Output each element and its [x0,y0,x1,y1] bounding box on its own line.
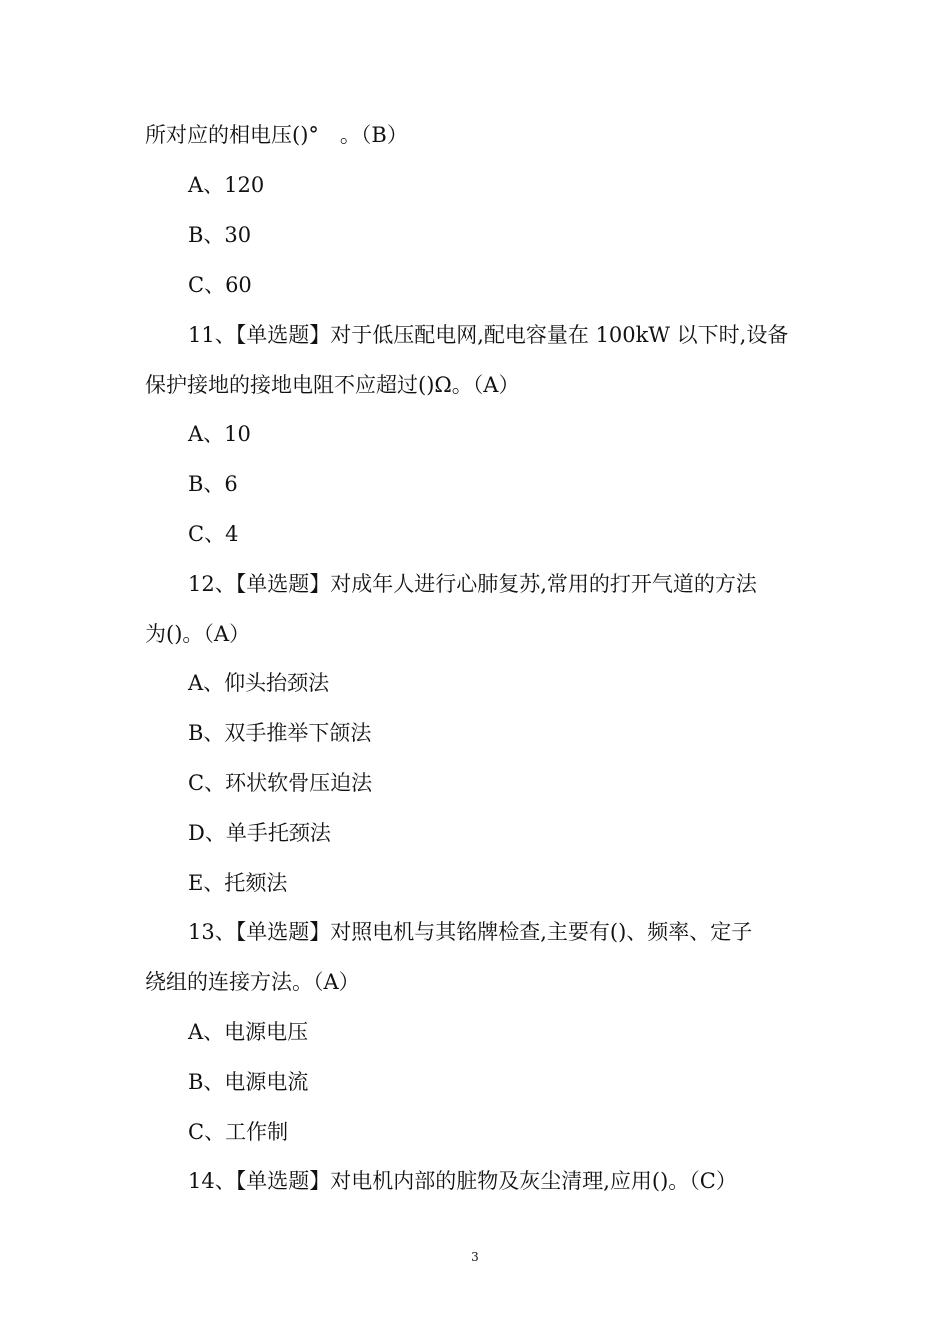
option-line: B、双手推举下颌法 [188,721,372,745]
question-line: 14、【单选题】对电机内部的脏物及灰尘清理,应用()。（C） [188,1169,737,1193]
option-line: D、单手托颈法 [188,821,331,845]
option-line: C、工作制 [188,1120,289,1144]
option-line: B、30 [188,223,252,247]
question-line: 11、【单选题】对于低压配电网,配电容量在 100kW 以下时,设备 [188,323,789,347]
option-line: B、6 [188,472,238,496]
option-line: A、10 [188,422,251,446]
question-line: 13、【单选题】对照电机与其铭牌检查,主要有()、频率、定子 [188,920,753,944]
text-line: 为()。（A） [145,622,251,646]
question-line: 12、【单选题】对成年人进行心肺复苏,常用的打开气道的方法 [188,572,757,596]
option-line: A、仰头抬颈法 [188,671,330,695]
option-line: E、托颏法 [188,871,288,895]
text-line: 绕组的连接方法。（A） [145,970,360,994]
page-number: 3 [471,1250,479,1264]
option-line: C、4 [188,522,239,546]
option-line: A、120 [188,173,265,197]
option-line: C、环状软骨压迫法 [188,771,373,795]
option-line: B、电源电流 [188,1070,309,1094]
option-line: C、60 [188,273,252,297]
option-line: A、电源电压 [188,1020,309,1044]
text-line: 所对应的相电压()° 。（B） [145,123,408,147]
text-line: 保护接地的接地电阻不应超过()Ω。（A） [145,373,520,397]
